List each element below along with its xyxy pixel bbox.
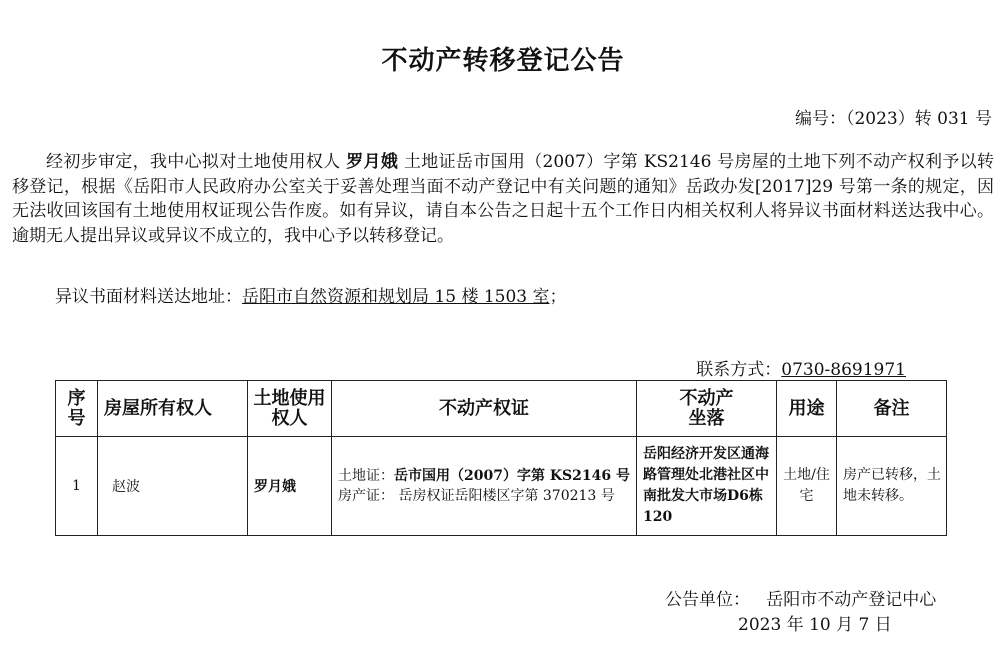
issue-date: 2023 年 10 月 7 日 [738, 615, 892, 635]
header-owner: 房屋所有权人 [98, 381, 248, 437]
row-location: 岳阳经济开发区通海路管理处北港社区中南批发大市场D6栋120 [637, 437, 777, 536]
body-part1: 经初步审定，我中心拟对土地使用权人 [46, 152, 347, 172]
house-cert-value: 岳房权证岳阳楼区字第 370213 号 [394, 488, 615, 504]
house-cert-label: 房产证： [338, 488, 394, 504]
address-suffix: ； [549, 287, 567, 307]
document-number: 编号：（2023）转 031 号 [794, 109, 992, 129]
body-part2: 土地证岳市国用（2007）字第 KS2146 号房屋的土地下列不动产权利予以转移登记，根据《岳阳市人民政府办公室关于妥善处理当面不动产登记中有关问题的通知》岳政办发[2017]29 号第一条的规定，因无法收回该国有土地使用权证现公告作废。如有异议，请自本公告之日起十五个工作日内相关权利人将异议书面材料送达我中心。逾期无人提出异议或异议不成立的，我中心予以转移登记。 [12, 152, 995, 246]
contact-info [696, 355, 906, 380]
objection-address [55, 282, 567, 307]
land-cert-label: 土地证： [338, 468, 394, 484]
notice-body [12, 150, 994, 248]
row-no: 1 [56, 437, 98, 536]
records-table [55, 380, 947, 536]
row-use: 土地/住宅 [777, 437, 837, 536]
holder-name: 罗月娥 [346, 152, 399, 172]
address-value: 岳阳市自然资源和规划局 15 楼 1503 室 [242, 287, 550, 307]
header-no: 序号 [56, 381, 98, 437]
row-owner: 赵波 [98, 437, 248, 536]
row-note: 房产已转移，土地未转移。 [837, 437, 947, 536]
land-cert-value: 岳市国用（2007）字第 KS2146 号 [394, 468, 630, 484]
table-row [56, 437, 947, 536]
issuing-unit: 公告单位： 岳阳市不动产登记中心 [665, 590, 937, 610]
header-note: 备注 [837, 381, 947, 437]
header-certificate: 不动产权证 [332, 381, 637, 437]
header-use: 用途 [777, 381, 837, 437]
notice-paragraph [12, 150, 994, 248]
header-land-user: 土地使用权人 [248, 381, 332, 437]
header-location: 不动产坐落 [637, 381, 777, 437]
contact-phone: 0730-8691971 [781, 360, 906, 380]
row-land-user: 罗月娥 [248, 437, 332, 536]
table-header-row [56, 381, 947, 437]
row-certificate [332, 437, 637, 536]
notice-title: 不动产转移登记公告 [381, 46, 625, 76]
contact-label: 联系方式： [696, 360, 782, 380]
address-label: 异议书面材料送达地址： [55, 287, 242, 307]
